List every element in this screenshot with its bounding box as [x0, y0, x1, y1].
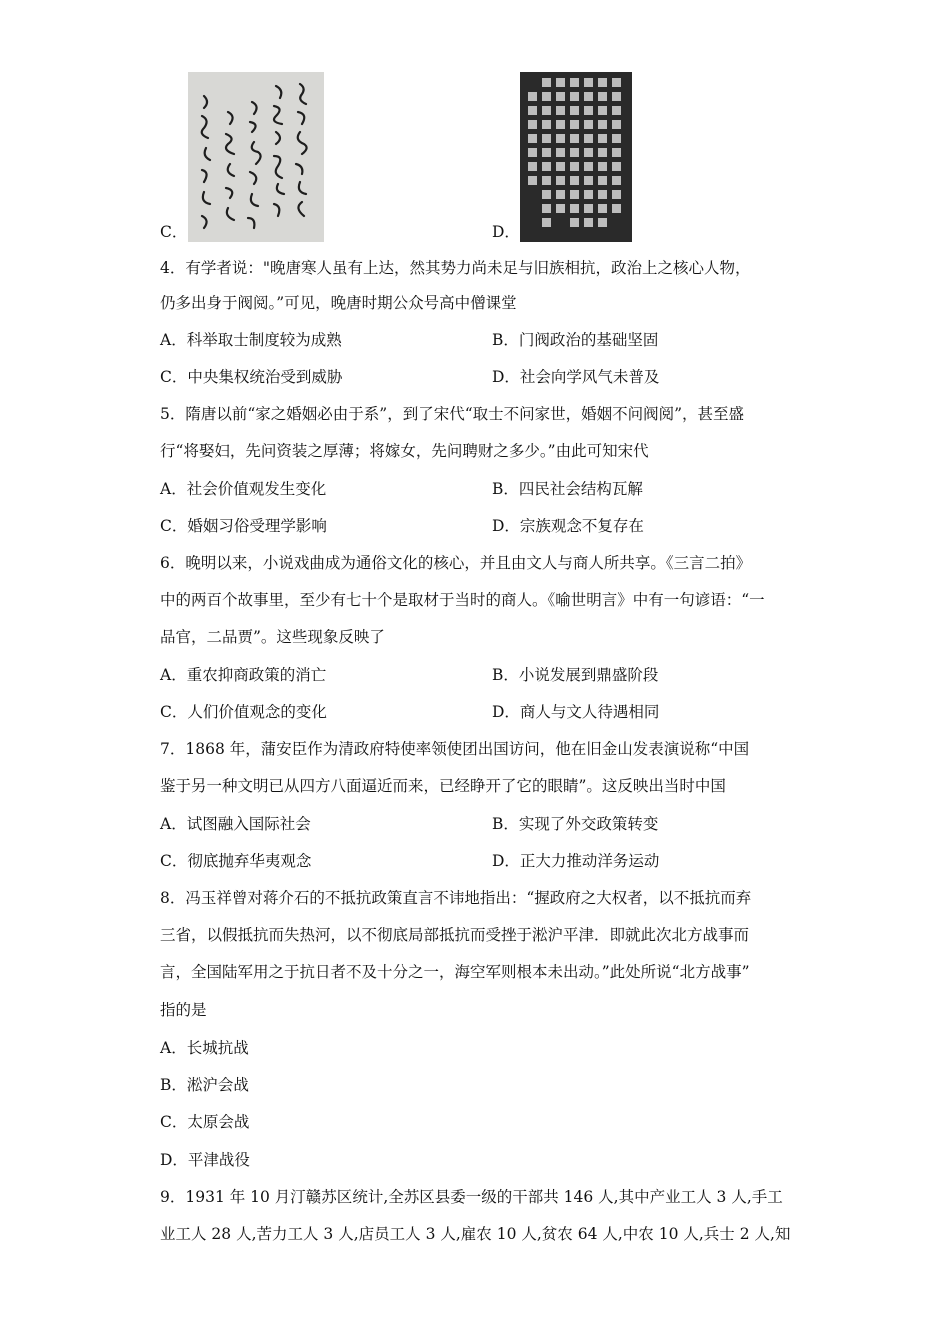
- question-6-option-a: A．重农抑商政策的消亡: [160, 666, 327, 684]
- question-7-line-2: 鉴于另一种文明已从四方八面逼近而来，已经睁开了它的眼睛”。这反映出当时中国: [160, 777, 726, 795]
- question-6-option-b: B．小说发展到鼎盛阶段: [492, 666, 659, 684]
- question-8-line-3: 言，全国陆军用之于抗日者不及十分之一，海空军则根本未出动。”此处所说“北方战事”: [160, 963, 750, 981]
- question-7-line-1: 7．1868 年，蒲安臣作为清政府特使率领使团出国访问，他在旧金山发表演说称“中国: [160, 740, 750, 758]
- calligraphy-rubbing-image: [520, 72, 632, 242]
- question-4-line-1: 4．有学者说："晚唐寒人虽有上达，然其势力尚未足与旧族相抗，政治上之核心人物，: [160, 259, 751, 277]
- question-8-line-4: 指的是: [160, 1001, 207, 1019]
- question-9-line-2: 业工人 28 人,苦力工人 3 人,店员工人 3 人,雇农 10 人,贫农 64 人,中农 10 人,兵士 2 人,知: [160, 1225, 791, 1243]
- question-4-option-c: C．中央集权统治受到威胁: [160, 368, 343, 386]
- question-5-line-2: 行“将娶妇，先问资装之厚薄；将嫁女，先问聘财之多少。”由此可知宋代: [160, 442, 649, 460]
- option-c-label: C．: [160, 223, 188, 241]
- question-7-option-a: A．试图融入国际社会: [160, 815, 311, 833]
- question-8-line-2: 三省，以假抵抗而失热河，以不彻底局部抵抗而受挫于淞沪平津．即就此次北方战事而: [160, 926, 750, 944]
- question-4-option-b: B．门阀政治的基础坚固: [492, 331, 659, 349]
- question-6-line-2: 中的两百个故事里，至少有七十个是取材于当时的商人。《喻世明言》中有一句谚语：“一: [160, 591, 765, 609]
- question-8-option-a: A．长城抗战: [160, 1039, 249, 1057]
- question-4-line-2: 仍多出身于阀阅。”可见，晚唐时期公众号高中僧课堂: [160, 294, 517, 312]
- question-7-option-d: D．正大力推动洋务运动: [492, 852, 660, 870]
- option-d-label: D．: [492, 223, 520, 241]
- question-6-option-c: C．人们价值观念的变化: [160, 703, 327, 721]
- question-7-option-b: B．实现了外交政策转变: [492, 815, 659, 833]
- question-8-option-d: D．平津战役: [160, 1151, 250, 1169]
- question-4-option-d: D．社会向学风气未普及: [492, 368, 660, 386]
- question-8-option-b: B．淞沪会战: [160, 1076, 249, 1094]
- question-6-line-1: 6．晚明以来，小说戏曲成为通俗文化的核心，并且由文人与商人所共享。《三言二拍》: [160, 554, 752, 572]
- question-7-option-c: C．彻底抛弃华夷观念: [160, 852, 312, 870]
- question-9-line-1: 9．1931 年 10 月汀赣苏区统计,全苏区县委一级的干部共 146 人,其中产业工人 3 人,手工: [160, 1188, 783, 1206]
- option-images: [160, 72, 860, 242]
- calligraphy-cursive-image: [188, 72, 324, 242]
- question-4-option-a: A．科举取士制度较为成熟: [160, 331, 342, 349]
- question-6-line-3: 品官，二品贾”。这些现象反映了: [160, 628, 385, 646]
- question-5-option-c: C．婚姻习俗受理学影响: [160, 517, 327, 535]
- question-5-option-b: B．四民社会结构瓦解: [492, 480, 643, 498]
- question-5-option-d: D．宗族观念不复存在: [492, 517, 644, 535]
- question-8-option-c: C．太原会战: [160, 1113, 250, 1131]
- question-6-option-d: D．商人与文人待遇相同: [492, 703, 660, 721]
- question-5-line-1: 5．隋唐以前“家之婚姻必由于系”，到了宋代“取士不问家世，婚姻不问阀阅”，甚至盛: [160, 405, 745, 423]
- question-5-option-a: A．社会价值观发生变化: [160, 480, 327, 498]
- question-8-line-1: 8．冯玉祥曾对蒋介石的不抵抗政策直言不讳地指出：“握政府之大权者，以不抵抗而弃: [160, 889, 752, 907]
